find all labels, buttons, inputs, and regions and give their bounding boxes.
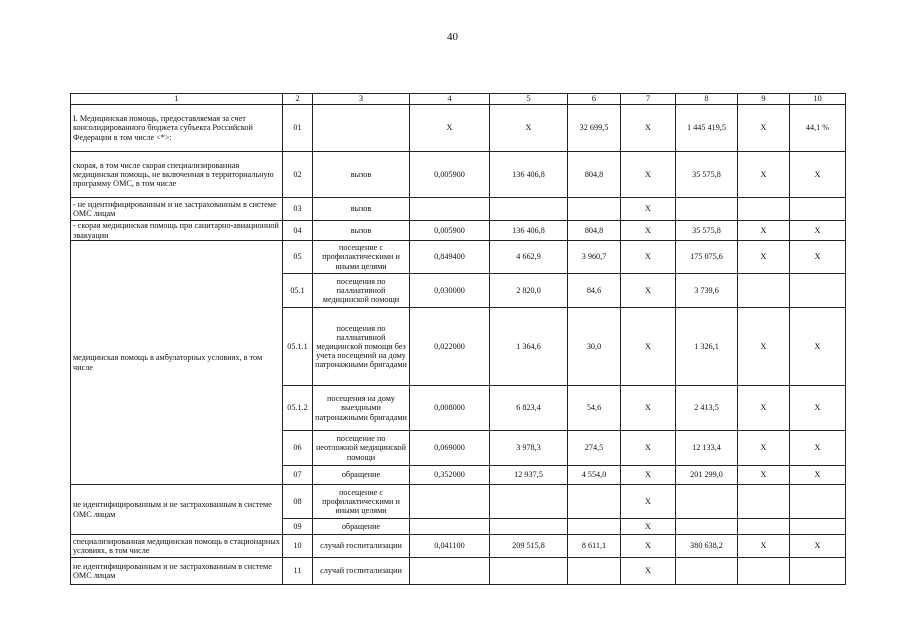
row-code-cell: 04 — [283, 221, 313, 241]
row-value-cell: Х — [738, 221, 790, 241]
row-value-cell — [410, 198, 490, 221]
row-value-cell: Х — [621, 485, 676, 519]
header-cell: 4 — [410, 94, 490, 105]
page-number: 40 — [447, 31, 458, 43]
row-value-cell — [410, 558, 490, 585]
row-code-cell: 10 — [283, 535, 313, 558]
row-value-cell: 274,5 — [568, 431, 621, 466]
row-value-cell: 32 699,5 — [568, 105, 621, 152]
row-unit-cell: посещения по паллиативной медицинской помощи без учета посещений на дому патронажными бригадами — [313, 308, 410, 386]
row-unit-cell — [313, 105, 410, 152]
row-value-cell — [568, 519, 621, 535]
table-row — [71, 221, 846, 241]
row-unit-cell: посещение с профилактическими и иными целями — [313, 241, 410, 274]
row-value-cell — [790, 274, 846, 308]
row-value-cell: Х — [621, 152, 676, 198]
row-value-cell — [490, 519, 568, 535]
row-code-cell: 05.1.2 — [283, 386, 313, 431]
row-value-cell — [676, 485, 738, 519]
row-value-cell: 0,005900 — [410, 221, 490, 241]
row-value-cell — [738, 485, 790, 519]
row-value-cell — [676, 519, 738, 535]
row-value-cell — [568, 558, 621, 585]
row-unit-cell: обращение — [313, 519, 410, 535]
row-name-cell: - скорая медицинская помощь при санитарно-авиационной эвакуации — [71, 221, 283, 241]
header-cell: 8 — [676, 94, 738, 105]
row-value-cell: 136 406,8 — [490, 221, 568, 241]
data-table — [70, 93, 846, 585]
row-name-cell: не идентифицированным и не застрахованным в системе ОМС лицам — [71, 558, 283, 585]
row-value-cell: 0,030000 — [410, 274, 490, 308]
row-value-cell — [790, 519, 846, 535]
row-value-cell: Х — [790, 308, 846, 386]
row-value-cell: 804,8 — [568, 221, 621, 241]
row-value-cell: Х — [621, 386, 676, 431]
row-code-cell: 08 — [283, 485, 313, 519]
row-value-cell — [790, 198, 846, 221]
row-name-cell: медицинская помощь в амбулаторных условиях, в том числе — [71, 241, 283, 485]
header-cell: 2 — [283, 94, 313, 105]
row-value-cell: Х — [621, 558, 676, 585]
row-value-cell — [738, 198, 790, 221]
row-unit-cell: вызов — [313, 152, 410, 198]
row-value-cell: Х — [790, 535, 846, 558]
row-value-cell — [738, 558, 790, 585]
row-unit-cell: посещения по паллиативной медицинской помощи — [313, 274, 410, 308]
header-row — [71, 94, 846, 105]
row-name-cell: - не идентифицированным и не застрахованным в системе ОМС лицам — [71, 198, 283, 221]
row-value-cell: Х — [738, 431, 790, 466]
row-value-cell: 3 960,7 — [568, 241, 621, 274]
row-value-cell: 136 406,8 — [490, 152, 568, 198]
row-value-cell: 44,1 % — [790, 105, 846, 152]
row-value-cell: Х — [738, 308, 790, 386]
row-unit-cell: обращение — [313, 466, 410, 485]
header-cell: 6 — [568, 94, 621, 105]
row-value-cell — [790, 485, 846, 519]
row-code-cell: 11 — [283, 558, 313, 585]
row-value-cell: 84,6 — [568, 274, 621, 308]
row-value-cell — [568, 485, 621, 519]
row-value-cell: 12 937,5 — [490, 466, 568, 485]
row-code-cell: 09 — [283, 519, 313, 535]
row-value-cell: Х — [790, 152, 846, 198]
row-value-cell: 54,6 — [568, 386, 621, 431]
row-value-cell: 0,069000 — [410, 431, 490, 466]
row-value-cell — [738, 519, 790, 535]
row-value-cell: Х — [738, 152, 790, 198]
row-value-cell: 1 445 419,5 — [676, 105, 738, 152]
row-value-cell — [790, 558, 846, 585]
row-value-cell: Х — [738, 466, 790, 485]
row-unit-cell: вызов — [313, 221, 410, 241]
table-row — [71, 198, 846, 221]
row-value-cell: Х — [621, 198, 676, 221]
header-cell: 1 — [71, 94, 283, 105]
row-value-cell: 3 978,3 — [490, 431, 568, 466]
row-value-cell: 209 515,8 — [490, 535, 568, 558]
row-value-cell: Х — [738, 386, 790, 431]
row-value-cell: 0,849400 — [410, 241, 490, 274]
row-value-cell: 0,352000 — [410, 466, 490, 485]
row-value-cell: 175 075,6 — [676, 241, 738, 274]
row-code-cell: 01 — [283, 105, 313, 152]
row-value-cell: 8 611,1 — [568, 535, 621, 558]
table-row — [71, 535, 846, 558]
row-value-cell: Х — [621, 308, 676, 386]
row-value-cell — [490, 198, 568, 221]
row-value-cell: 0,005900 — [410, 152, 490, 198]
row-code-cell: 05.1.1 — [283, 308, 313, 386]
row-value-cell: Х — [490, 105, 568, 152]
row-code-cell: 02 — [283, 152, 313, 198]
row-value-cell: Х — [738, 241, 790, 274]
row-value-cell: 30,0 — [568, 308, 621, 386]
table-row — [71, 241, 846, 274]
row-code-cell: 07 — [283, 466, 313, 485]
row-value-cell — [676, 198, 738, 221]
row-value-cell: 4 662,9 — [490, 241, 568, 274]
row-code-cell: 05.1 — [283, 274, 313, 308]
row-name-cell: I. Медицинская помощь, предоставляемая за счет консолидированного бюджета субъекта Российской Федерации в том числе <*>: — [71, 105, 283, 152]
row-value-cell — [568, 198, 621, 221]
row-unit-cell: случай госпитализации — [313, 558, 410, 585]
row-value-cell: 35 575,8 — [676, 152, 738, 198]
row-value-cell: 0,008000 — [410, 386, 490, 431]
table-row — [71, 558, 846, 585]
row-name-cell: специализированная медицинская помощь в стационарных условиях, в том числе — [71, 535, 283, 558]
row-value-cell: 380 638,2 — [676, 535, 738, 558]
header-cell: 7 — [621, 94, 676, 105]
row-value-cell — [490, 485, 568, 519]
row-value-cell: 12 133,4 — [676, 431, 738, 466]
row-value-cell: 6 823,4 — [490, 386, 568, 431]
row-code-cell: 03 — [283, 198, 313, 221]
row-value-cell: Х — [410, 105, 490, 152]
row-value-cell — [410, 519, 490, 535]
row-value-cell: Х — [621, 105, 676, 152]
header-cell: 3 — [313, 94, 410, 105]
row-value-cell: 2 820,0 — [490, 274, 568, 308]
row-unit-cell: посещения на дому выездными патронажными бригадами — [313, 386, 410, 431]
table-row — [71, 485, 846, 519]
row-value-cell: 4 554,0 — [568, 466, 621, 485]
row-value-cell: Х — [621, 519, 676, 535]
row-value-cell: 3 739,6 — [676, 274, 738, 308]
row-value-cell: Х — [790, 386, 846, 431]
row-unit-cell: случай госпитализации — [313, 535, 410, 558]
table-row — [71, 152, 846, 198]
row-value-cell: Х — [621, 431, 676, 466]
row-value-cell: Х — [790, 466, 846, 485]
row-value-cell — [676, 558, 738, 585]
row-value-cell — [410, 485, 490, 519]
row-unit-cell: вызов — [313, 198, 410, 221]
row-value-cell: Х — [621, 241, 676, 274]
row-code-cell: 05 — [283, 241, 313, 274]
row-value-cell: 1 364,6 — [490, 308, 568, 386]
row-value-cell — [490, 558, 568, 585]
row-value-cell: Х — [621, 274, 676, 308]
row-value-cell: Х — [621, 466, 676, 485]
row-value-cell: Х — [738, 535, 790, 558]
row-value-cell: 201 299,0 — [676, 466, 738, 485]
row-value-cell: Х — [790, 241, 846, 274]
row-name-cell: не идентифицированным и не застрахованным в системе ОМС лицам — [71, 485, 283, 535]
header-cell: 5 — [490, 94, 568, 105]
table-row — [71, 105, 846, 152]
row-unit-cell: посещение по неотложной медицинской помощи — [313, 431, 410, 466]
row-value-cell: Х — [790, 431, 846, 466]
row-value-cell: Х — [738, 105, 790, 152]
row-value-cell: Х — [621, 535, 676, 558]
row-value-cell: 35 575,8 — [676, 221, 738, 241]
row-code-cell: 06 — [283, 431, 313, 466]
row-value-cell — [738, 274, 790, 308]
row-value-cell: 804,8 — [568, 152, 621, 198]
header-cell: 9 — [738, 94, 790, 105]
row-unit-cell: посещение с профилактическими и иными целями — [313, 485, 410, 519]
row-value-cell: 1 326,1 — [676, 308, 738, 386]
row-value-cell: 0,041100 — [410, 535, 490, 558]
row-value-cell: Х — [621, 221, 676, 241]
header-cell: 10 — [790, 94, 846, 105]
row-value-cell: 0,022000 — [410, 308, 490, 386]
row-value-cell: Х — [790, 221, 846, 241]
row-value-cell: 2 413,5 — [676, 386, 738, 431]
row-name-cell: скорая, в том числе скорая специализированная медицинская помощь, не включенная в территориальную программу ОМС, в том числе — [71, 152, 283, 198]
